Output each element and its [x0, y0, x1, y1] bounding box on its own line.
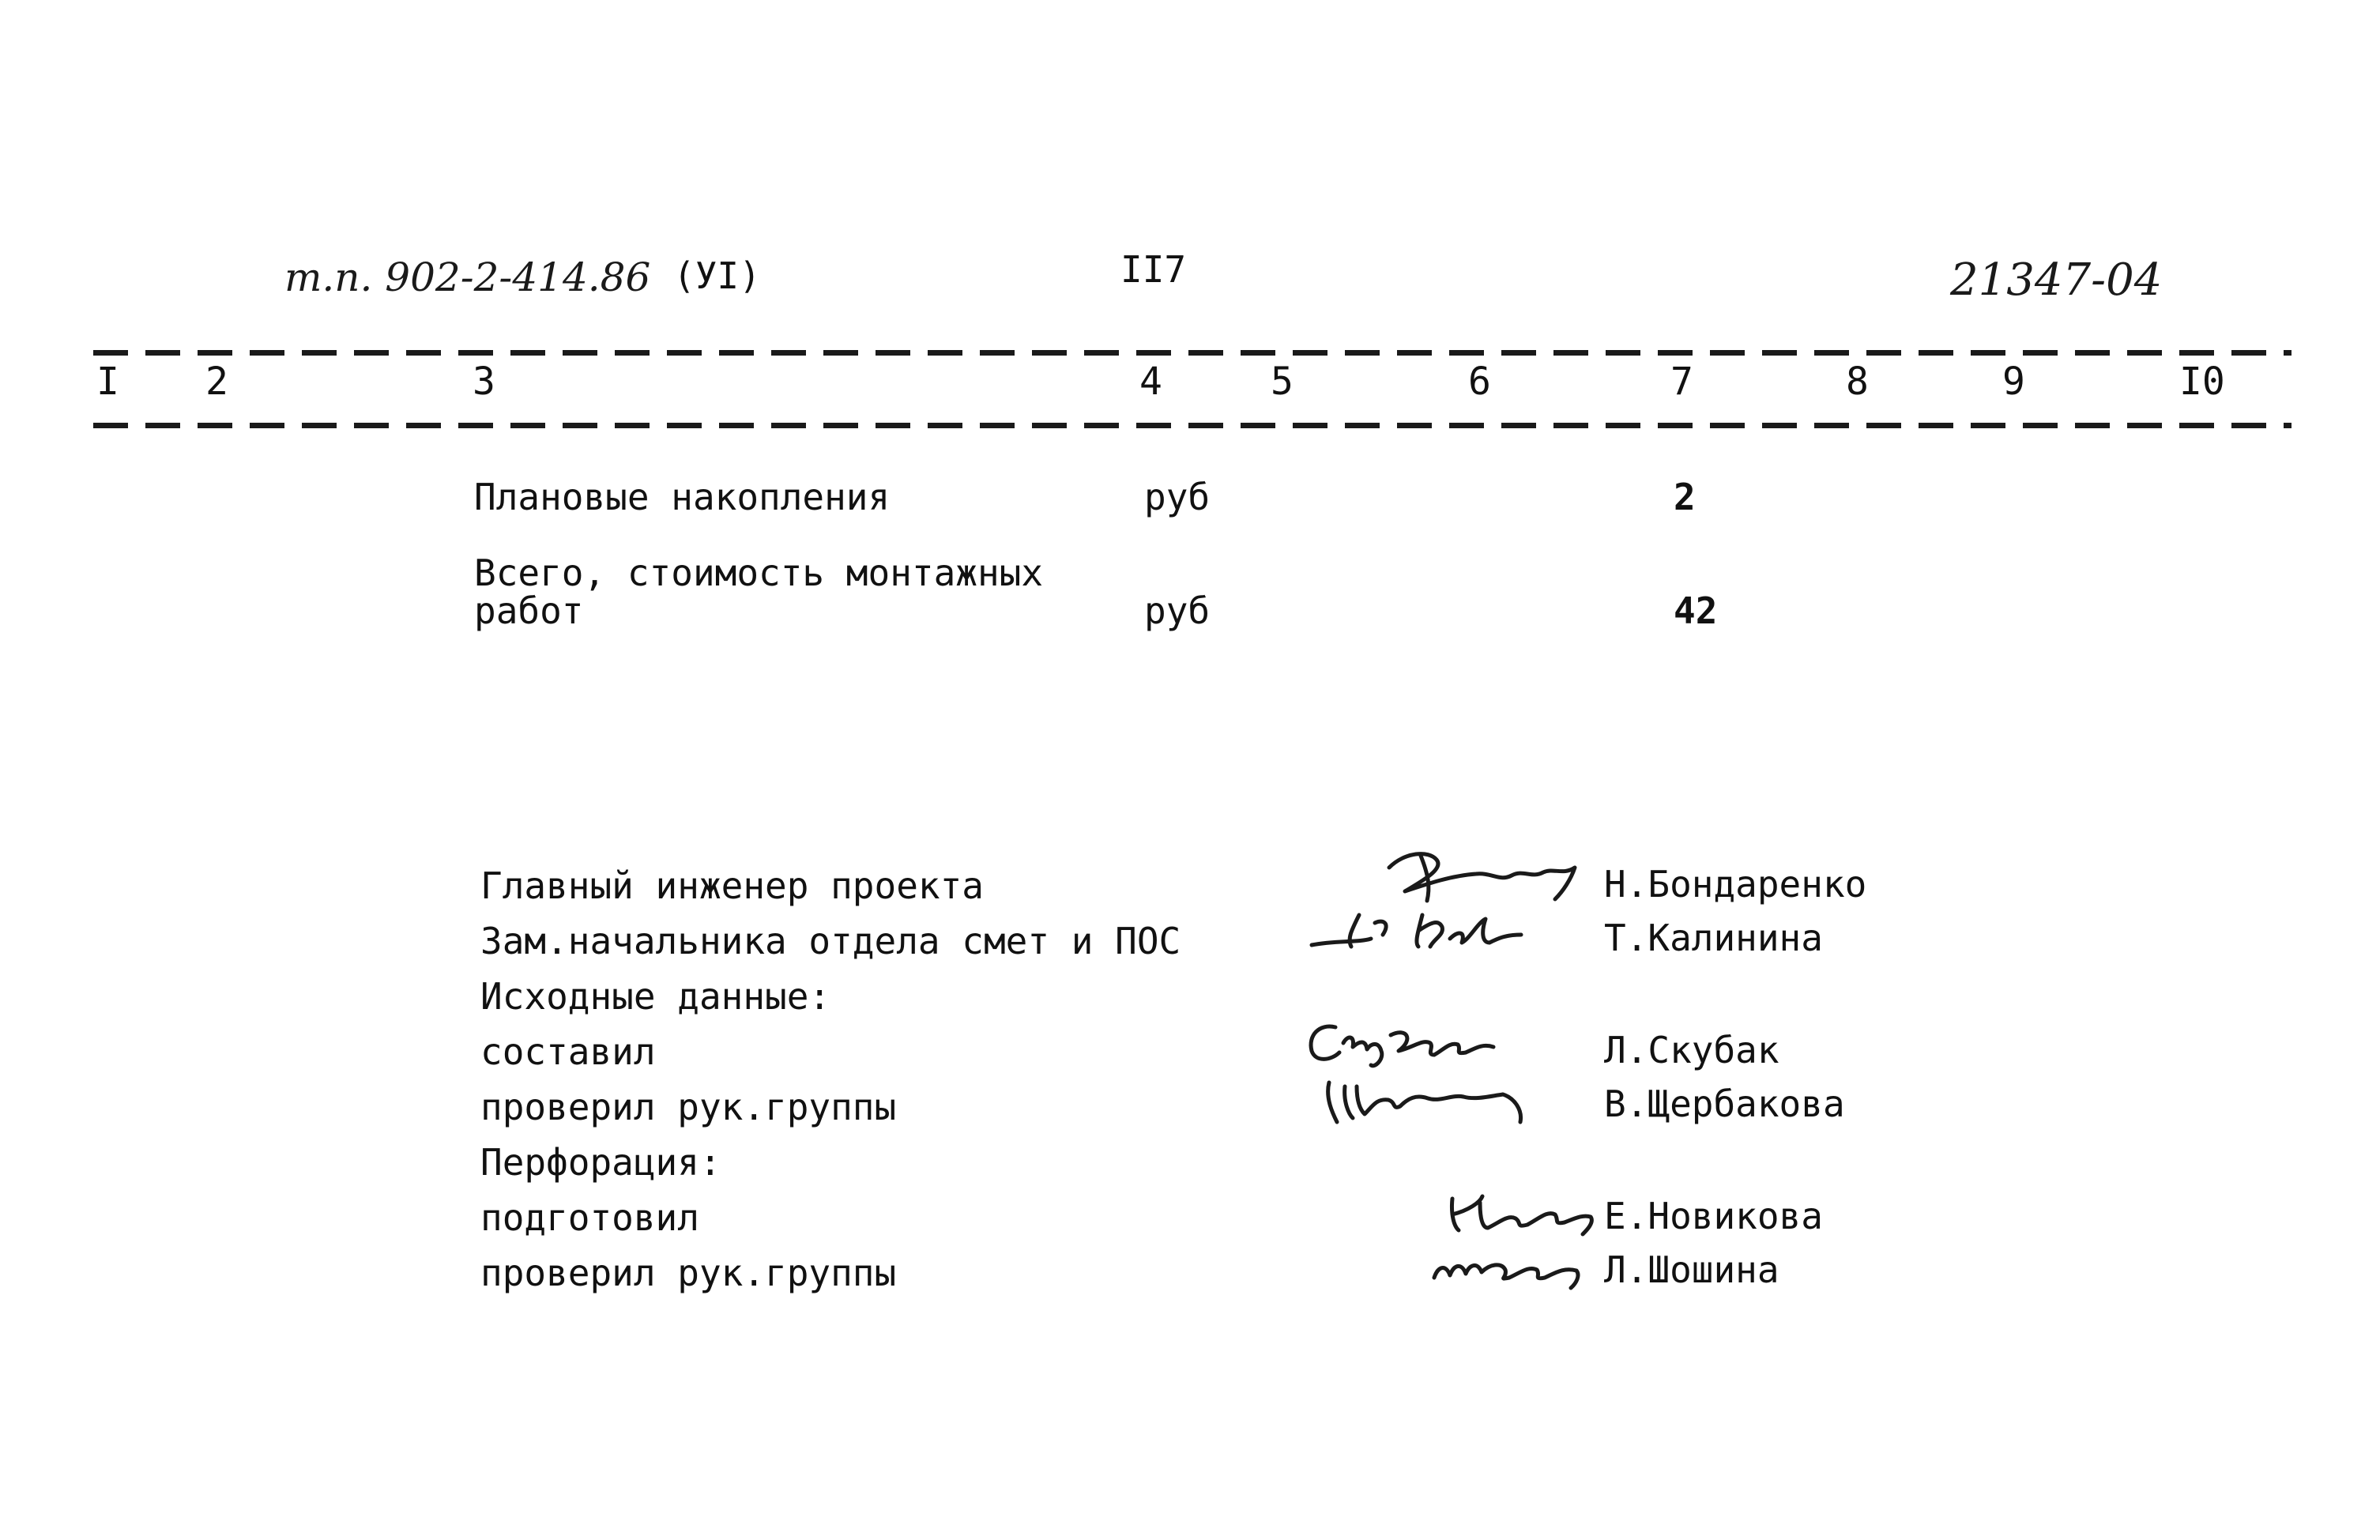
doc-code: т.п. 902-2-414.86 — [284, 254, 651, 300]
role-source-data-heading: Исходные данные: — [480, 975, 831, 1018]
name-skubak: Л.Скубак — [1604, 1029, 1779, 1071]
signature-novikova — [1437, 1179, 1666, 1242]
role-compiled: составил — [480, 1030, 656, 1073]
role-checked-group-lead-2: проверил рук.группы — [480, 1252, 897, 1294]
role-deputy-head: Зам.начальника отдела смет и ПОС — [480, 920, 1181, 962]
bottom-dashed-rule — [93, 423, 2292, 428]
role-checked-group-lead-1: проверил рук.группы — [480, 1086, 897, 1128]
row-unit-planned-savings: руб — [1144, 476, 1211, 518]
row-unit-total: руб — [1144, 589, 1211, 632]
archive-number: 21347-04 — [1950, 254, 2163, 306]
signature-bondarenko — [1373, 844, 1602, 907]
column-number-10: I0 — [2179, 360, 2225, 404]
column-number-9: 9 — [2002, 360, 2025, 404]
column-number-8: 8 — [1846, 360, 1869, 404]
name-kalinina: Т.Калинина — [1604, 917, 1823, 959]
row-name-total-line2: работ — [474, 589, 584, 632]
signature-shcherbakova — [1313, 1067, 1542, 1130]
row-name-total-line1: Всего, стоимость монтажных — [474, 552, 1044, 594]
top-dashed-rule — [93, 350, 2292, 356]
column-number-3: 3 — [473, 360, 495, 404]
name-novikova: Е.Новикова — [1604, 1195, 1823, 1237]
column-number-7: 7 — [1670, 360, 1693, 404]
name-bondarenko: Н.Бондаренко — [1604, 863, 1867, 906]
column-number-4: 4 — [1139, 360, 1162, 404]
row-name-planned-savings: Плановые накопления — [474, 476, 891, 518]
signature-shoshina — [1422, 1234, 1651, 1297]
name-shcherbakova: В.Щербакова — [1604, 1083, 1845, 1125]
role-chief-engineer: Главный инженер проекта — [480, 864, 984, 907]
volume-label: (УI) — [673, 254, 761, 297]
column-number-6: 6 — [1468, 360, 1491, 404]
page-number: II7 — [1120, 248, 1187, 291]
role-perforation-heading: Перфорация: — [480, 1141, 721, 1184]
column-number-5: 5 — [1271, 360, 1294, 404]
column-number-2: 2 — [205, 360, 228, 404]
signature-skubak — [1296, 1011, 1525, 1075]
name-shoshina: Л.Шошина — [1604, 1248, 1779, 1291]
role-prepared: подготовил — [480, 1196, 699, 1239]
row-value-total: 42 — [1674, 589, 1718, 632]
row-value-planned-savings: 2 — [1674, 476, 1696, 518]
column-number-1: I — [96, 360, 119, 404]
signature-kalinina — [1304, 899, 1533, 962]
